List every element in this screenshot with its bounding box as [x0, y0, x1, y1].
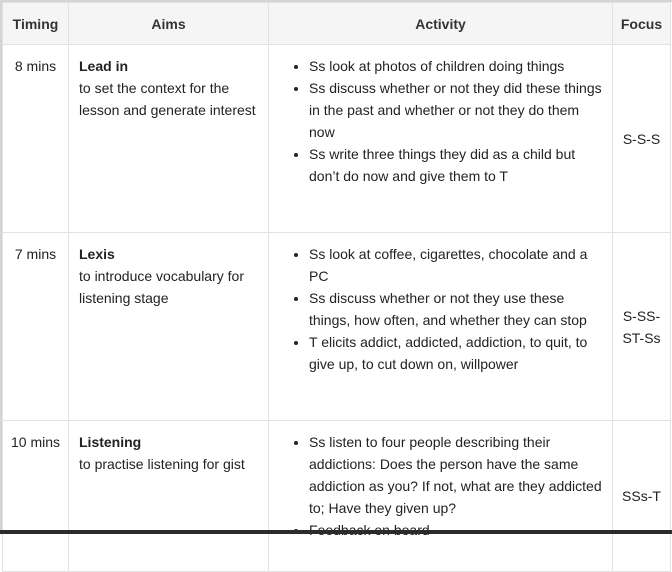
activity-cell	[269, 421, 613, 572]
focus-cell: S-SS-ST-Ss	[613, 233, 671, 421]
focus-cell: S-S-S	[613, 45, 671, 233]
activity-item: • T elicits addict, addicted, addiction, to quit, to give up, to cut down on, willpower	[309, 331, 602, 375]
lesson-plan-table	[2, 2, 671, 572]
aim-title: Lead in	[79, 58, 129, 74]
header-focus: Focus	[613, 3, 671, 45]
activity-cell	[269, 233, 613, 421]
activity-list	[269, 431, 602, 541]
activity-item: • Ss write three things they did as a child but don’t do now and give them to T	[309, 143, 602, 187]
activity-list	[269, 55, 602, 187]
activity-item: • Ss discuss whether or not they use these things, how often, and whether they can stop	[309, 287, 602, 331]
table-row	[3, 421, 671, 572]
activity-cell	[269, 45, 613, 233]
aim-title: Lexis	[79, 246, 115, 262]
focus-cell: SSs-T	[613, 421, 671, 572]
aim-text: to practise listening for gist	[79, 456, 245, 472]
aim-title: Listening	[79, 434, 142, 450]
header-activity: Activity	[269, 3, 613, 45]
activity-item: • Ss listen to four people describing their addictions: Does the person have the same addiction as you? If not, what are they addicted to; Have they given up?	[309, 431, 602, 519]
timing-cell: 8 mins	[3, 45, 69, 233]
timing-cell: 10 mins	[3, 421, 69, 572]
header-timing: Timing	[3, 3, 69, 45]
activity-item: • Ss look at photos of children doing things	[309, 55, 602, 77]
aims-cell	[69, 233, 269, 421]
header-aims: Aims	[69, 3, 269, 45]
aims-cell	[69, 45, 269, 233]
activity-item: • Ss discuss whether or not they did these things in the past and whether or not they do them now	[309, 77, 602, 143]
aim-text: to introduce vocabulary for listening stage	[79, 268, 244, 306]
aim-text: to set the context for the lesson and generate interest	[79, 80, 256, 118]
table-row	[3, 45, 671, 233]
timing-cell: 7 mins	[3, 233, 69, 421]
aims-cell	[69, 421, 269, 572]
bottom-bar	[0, 530, 672, 534]
table-row	[3, 233, 671, 421]
activity-item: • Ss look at coffee, cigarettes, chocolate and a PC	[309, 243, 602, 287]
activity-list	[269, 243, 602, 375]
header-row	[3, 3, 671, 45]
